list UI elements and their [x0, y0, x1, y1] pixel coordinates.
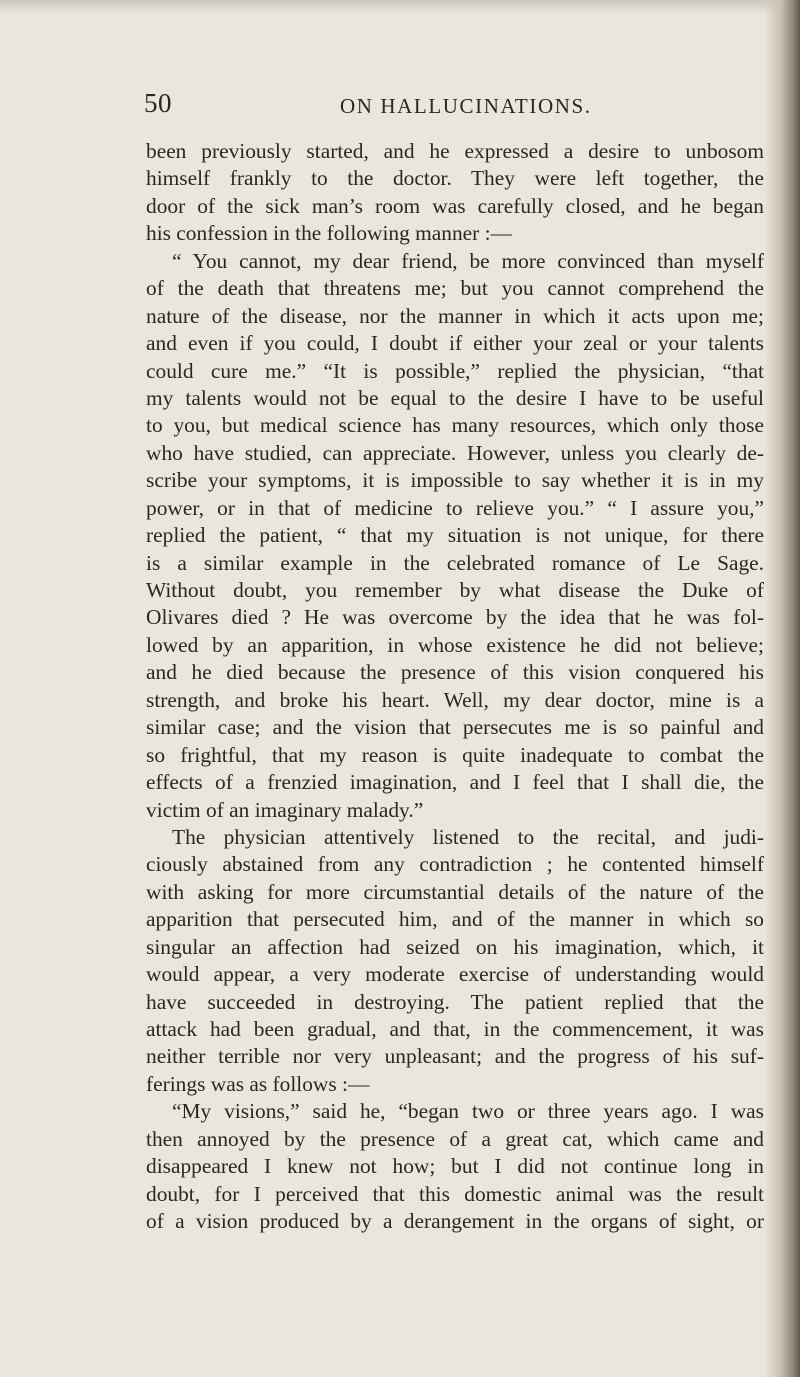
text-line: to you, but medical science has many resources, which only those	[146, 413, 764, 438]
text-line: then annoyed by the presence of a great cat, which came and	[146, 1126, 764, 1151]
text-line: and he died because the presence of this vision conquered his	[146, 660, 764, 685]
text-line: doubt, for I perceived that this domestic animal was the result	[146, 1181, 764, 1206]
text-line: my talents would not be equal to the desire I have to be useful	[146, 385, 764, 410]
text-line: singular an affection had seized on his imagination, which, it	[146, 934, 764, 959]
text-line: replied the patient, “ that my situation is not unique, for there	[146, 523, 764, 548]
text-line: power, or in that of medicine to relieve you.” “ I assure you,”	[146, 495, 764, 520]
text-line: door of the sick man’s room was carefully closed, and he began	[146, 193, 764, 218]
text-line: been previously started, and he expressed a desire to unbosom	[146, 139, 764, 163]
text-line: victim of an imaginary malady.”	[146, 797, 424, 822]
text-line: ciously abstained from any contradiction ; he contented himself	[146, 852, 764, 877]
text-line: of the death that threatens me; but you cannot comprehend the	[146, 276, 764, 301]
text-line: The physician attentively listened to the recital, and judi-	[172, 824, 764, 849]
text-line: would appear, a very moderate exercise of understanding would	[146, 962, 764, 987]
text-line: with asking for more circumstantial details of the nature of the	[146, 879, 764, 904]
text-line: Without doubt, you remember by what disease the Duke of	[146, 578, 764, 602]
text-line: and even if you could, I doubt if either your zeal or your talents	[146, 331, 764, 356]
text-line: is a similar example in the celebrated romance of Le Sage.	[146, 550, 764, 575]
text-line: his confession in the following manner :—	[146, 221, 512, 246]
text-line: so frightful, that my reason is quite inadequate to combat the	[146, 742, 764, 767]
text-line: effects of a frenzied imagination, and I feel that I shall die, the	[146, 770, 764, 795]
text-line: himself frankly to the doctor. They were left together, the	[146, 166, 764, 191]
page-top-shadow	[0, 0, 800, 14]
text-line: “ You cannot, my dear friend, be more convinced than myself	[172, 248, 764, 273]
text-line: lowed by an apparition, in whose existence he did not believe;	[146, 632, 764, 657]
page-header	[0, 88, 800, 124]
text-line: disappeared I knew not how; but I did not continue long in	[146, 1154, 764, 1179]
text-line: “My visions,” said he, “began two or three years ago. I was	[172, 1099, 764, 1124]
text-line: Olivares died ? He was overcome by the idea that he was fol-	[146, 605, 764, 630]
text-line: scribe your symptoms, it is impossible to say whether it is in my	[146, 468, 764, 493]
text-line: who have studied, can appreciate. However, unless you clearly de-	[146, 440, 764, 465]
text-line: similar case; and the vision that persecutes me is so painful and	[146, 715, 764, 740]
text-line: of a vision produced by a derangement in the organs of sight, or	[146, 1209, 764, 1234]
running-head: ON HALLUCINATIONS.	[340, 94, 592, 118]
text-line: neither terrible nor very unpleasant; and the progress of his suf-	[146, 1044, 764, 1069]
text-line: attack had been gradual, and that, in the commencement, it was	[146, 1017, 764, 1041]
text-line: ferings was as follows :—	[146, 1071, 370, 1096]
page-edge-shadow	[764, 0, 800, 1377]
page-number: 50	[144, 88, 172, 118]
text-line: strength, and broke his heart. Well, my dear doctor, mine is a	[146, 687, 764, 712]
text-line: apparition that persecuted him, and of the manner in which so	[146, 907, 764, 932]
body-text	[146, 138, 764, 1236]
text-line: could cure me.” “It is possible,” replied the physician, “that	[146, 358, 764, 383]
text-line: nature of the disease, nor the manner in which it acts upon me;	[146, 303, 764, 328]
text-line: have succeeded in destroying. The patient replied that the	[146, 989, 764, 1014]
